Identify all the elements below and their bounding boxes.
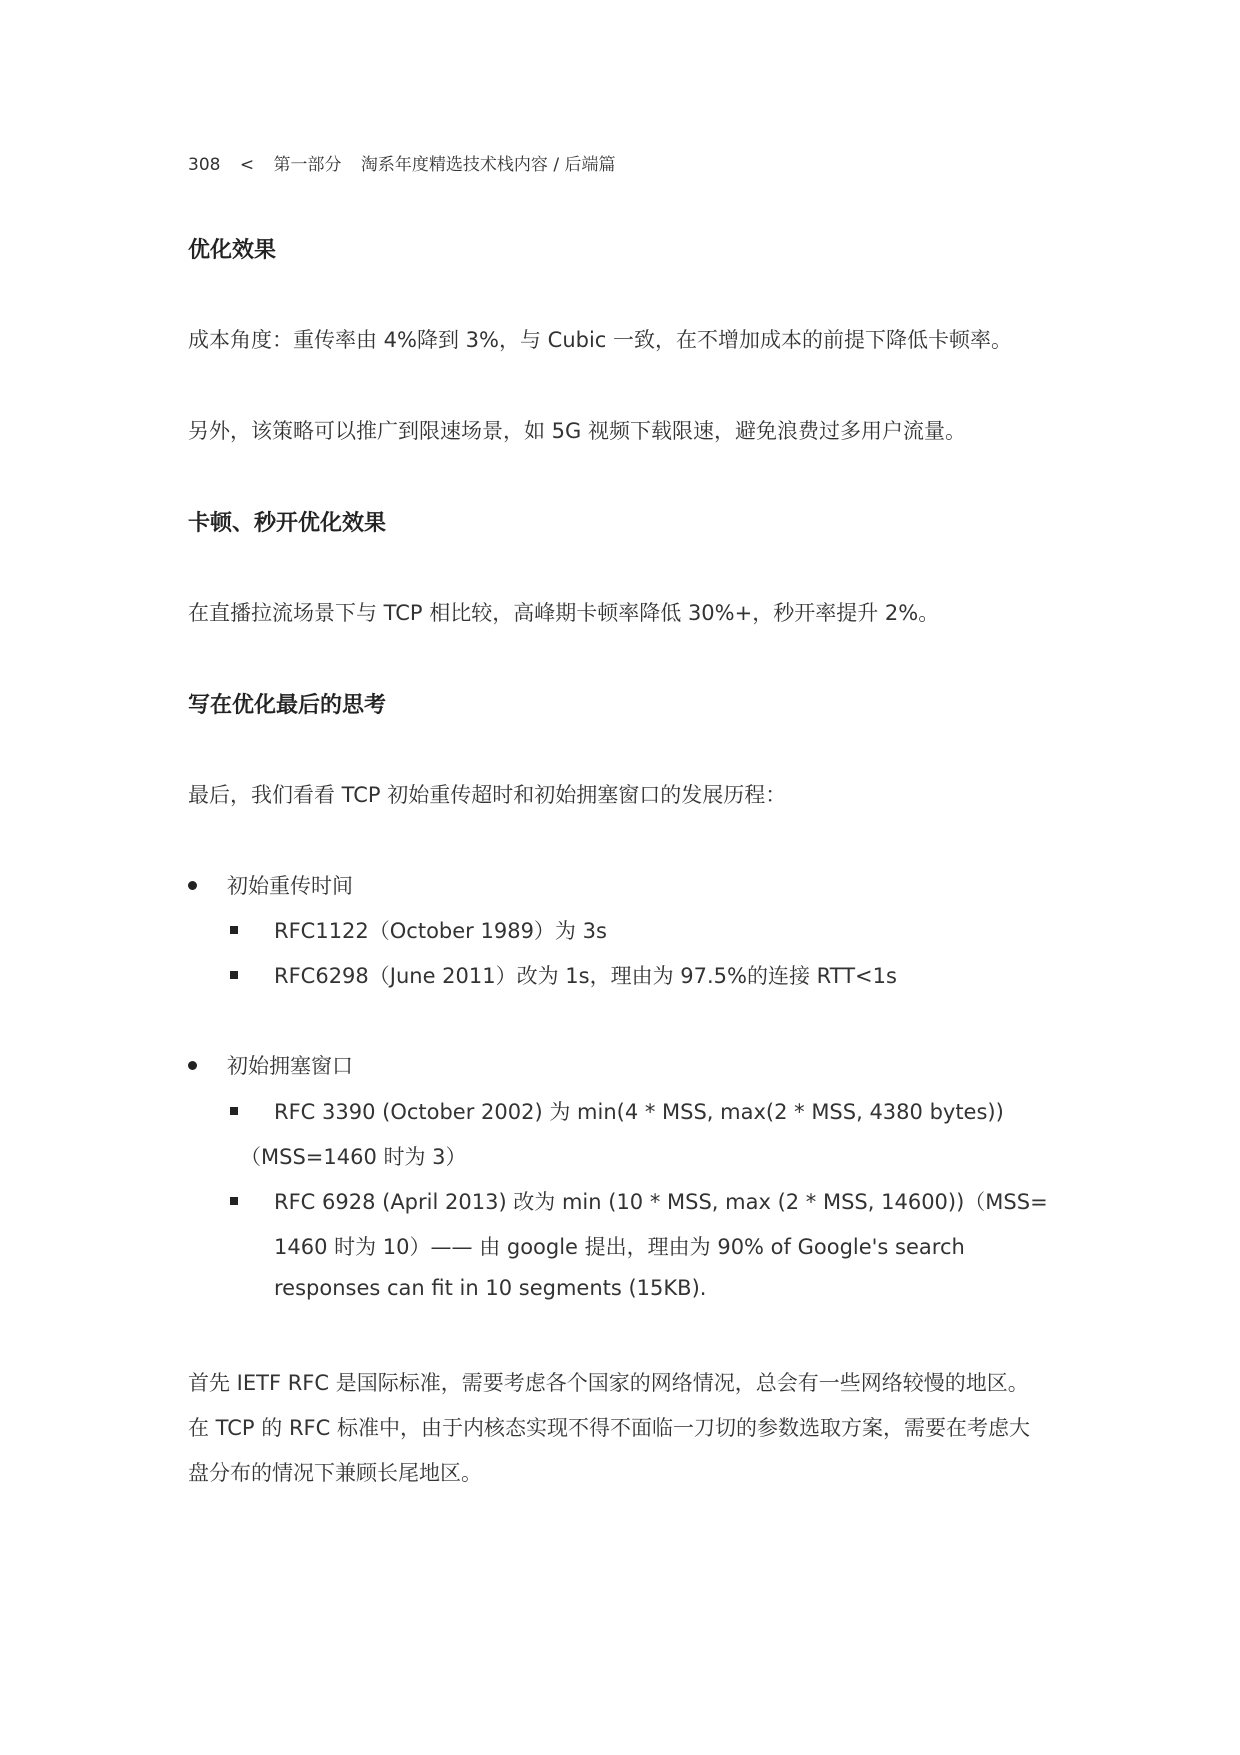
sub-list-item-rfc6928 xyxy=(230,1186,1048,1216)
bullet-dot-icon xyxy=(188,1061,197,1070)
list-item-initial-cwnd xyxy=(188,1050,353,1080)
header-separator: < xyxy=(239,155,255,175)
section-heading-optimization-effect: 优化效果 xyxy=(188,238,277,263)
closing-paragraph-line-3: 盘分布的情况下兼顾长尾地区。 xyxy=(188,1461,482,1485)
bullet-square-icon xyxy=(230,926,238,934)
sub-list-item-label: RFC1122（October 1989）为 3s xyxy=(274,919,607,943)
sub-list-item-rfc6928-continuation-1: 1460 时为 10）—— 由 google 提出，理由为 90% of Google's search xyxy=(274,1235,965,1259)
bullet-square-icon xyxy=(230,971,238,979)
page-number: 308 xyxy=(188,155,221,175)
sub-list-item-label: RFC6298（June 2011）改为 1s，理由为 97.5%的连接 RTT<1s xyxy=(274,964,897,988)
bullet-dot-icon xyxy=(188,881,197,890)
paragraph-extension: 另外，该策略可以推广到限速场景，如 5G 视频下载限速，避免浪费过多用户流量。 xyxy=(188,419,966,443)
closing-paragraph-line-1: 首先 IETF RFC 是国际标准，需要考虑各个国家的网络情况，总会有一些网络较慢的地区。 xyxy=(188,1371,1029,1395)
bullet-square-icon xyxy=(230,1197,238,1205)
section-heading-final-thoughts: 写在优化最后的思考 xyxy=(188,693,387,718)
list-item-label: 初始重传时间 xyxy=(227,874,353,898)
sub-list-item-rfc6298 xyxy=(230,960,897,990)
section-heading-stall-startup: 卡顿、秒开优化效果 xyxy=(188,511,387,536)
part-label: 第一部分 xyxy=(273,155,342,175)
paragraph-live-stream: 在直播拉流场景下与 TCP 相比较，高峰期卡顿率降低 30%+，秒开率提升 2%。 xyxy=(188,601,940,625)
sub-list-item-rfc3390-continuation: （MSS=1460 时为 3） xyxy=(240,1145,467,1169)
book-title: 淘系年度精选技术栈内容 / 后端篇 xyxy=(360,155,616,175)
sub-list-item-label: RFC 6928 (April 2013) 改为 min (10 * MSS, max (2 * MSS, 14600))（MSS= xyxy=(274,1190,1048,1214)
closing-paragraph-line-2: 在 TCP 的 RFC 标准中，由于内核态实现不得不面临一刀切的参数选取方案，需要在考虑大 xyxy=(188,1416,1030,1440)
bullet-square-icon xyxy=(230,1107,238,1115)
sub-list-item-rfc3390 xyxy=(230,1096,1004,1126)
sub-list-item-rfc6928-continuation-2: responses can fit in 10 segments (15KB). xyxy=(274,1276,707,1300)
sub-list-item-label: RFC 3390 (October 2002) 为 min(4 * MSS, max(2 * MSS, 4380 bytes)) xyxy=(274,1100,1004,1124)
list-item-initial-rto xyxy=(188,870,353,900)
paragraph-cost: 成本角度：重传率由 4%降到 3%，与 Cubic 一致，在不增加成本的前提下降低卡顿率。 xyxy=(188,328,1013,352)
list-item-label: 初始拥塞窗口 xyxy=(227,1054,353,1078)
paragraph-history-intro: 最后，我们看看 TCP 初始重传超时和初始拥塞窗口的发展历程： xyxy=(188,783,787,807)
running-header xyxy=(188,150,629,175)
sub-list-item-rfc1122 xyxy=(230,915,607,945)
